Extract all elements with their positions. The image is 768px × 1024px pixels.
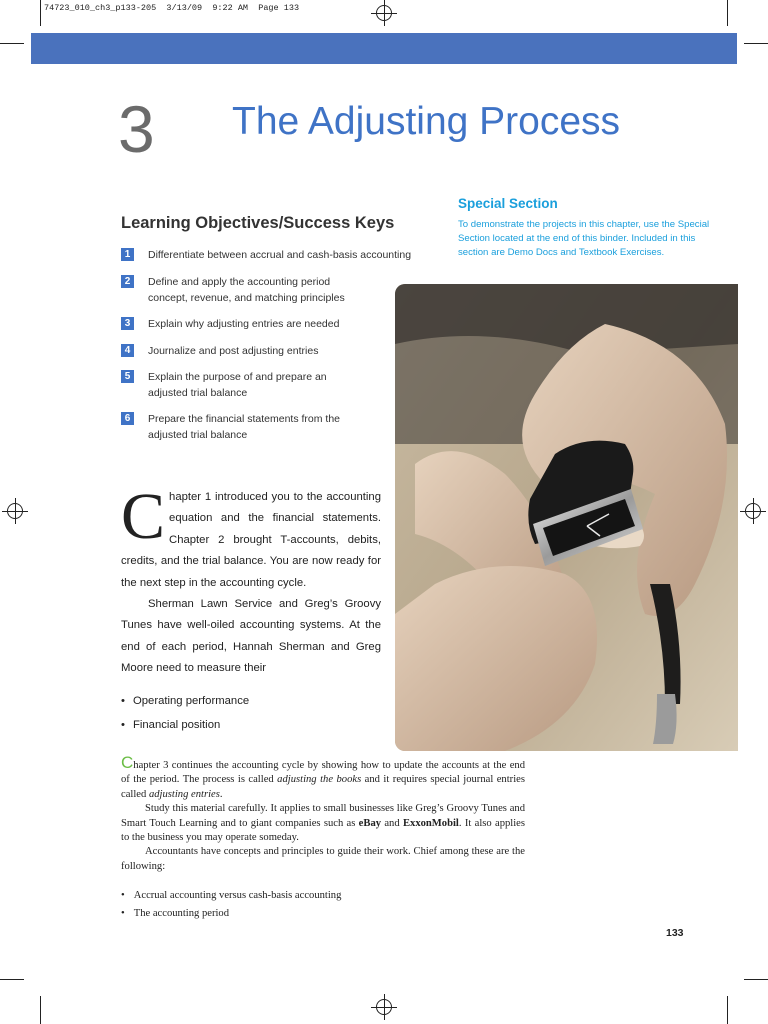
- body-paragraph: Accountants have concepts and principles to guide their work. Chief among these are the following:: [121, 846, 525, 872]
- bullet-item: • Operating performance: [121, 690, 391, 714]
- page-number: 133: [666, 927, 684, 939]
- objective-text: Explain why adjusting entries are needed: [148, 318, 340, 330]
- objective-number: 1: [121, 248, 134, 261]
- objective-text: Define and apply the accounting period concept, revenue, and matching principles: [148, 276, 345, 304]
- registration-mark: [745, 503, 761, 519]
- special-section-text: To demonstrate the projects in this chapter, use the Special Section located at the end of this binder. Included in this section are Demo Docs and Textbook Exercises.: [458, 219, 710, 259]
- objective-number: 6: [121, 412, 134, 425]
- bullet-item: • Accrual accounting versus cash-basis accounting: [121, 887, 341, 905]
- objective-item: [121, 274, 441, 306]
- objective-text: Explain the purpose of and prepare an adjusted trial balance: [148, 371, 327, 399]
- body-paragraph: Chapter 3 continues the accounting cycle by showing how to update the accounts at the end of the period. The process is called adjusting the books and it requires special journal entries called adjusting entries.: [121, 753, 525, 800]
- objective-number: 4: [121, 344, 134, 357]
- objective-number: 2: [121, 275, 134, 288]
- drop-cap: C: [121, 480, 166, 553]
- print-slug: 74723_010_ch3_p133-205 3/13/09 9:22 AM Page 133: [44, 3, 300, 13]
- registration-mark: [7, 503, 23, 519]
- body-paragraph: Study this material carefully. It applies to small businesses like Greg’s Groovy Tunes and Smart Touch Learning and to giant companies such as eBay and ExxonMobil. It also applies to the business you may operate someday.: [121, 803, 525, 844]
- body-bullets: [121, 887, 341, 923]
- objective-number: 3: [121, 317, 134, 330]
- intro-text: [121, 480, 381, 680]
- body-text: [121, 753, 525, 874]
- objective-item: [121, 411, 441, 443]
- bullet-item: • The accounting period: [121, 905, 341, 923]
- objective-number: 5: [121, 370, 134, 383]
- objective-item: [121, 369, 441, 401]
- drop-cap: C: [121, 753, 134, 772]
- objective-item: [121, 343, 441, 359]
- crop-mark: [40, 996, 41, 1024]
- crop-mark: [744, 43, 768, 44]
- chapter-title: The Adjusting Process: [232, 100, 621, 143]
- objective-text: Journalize and post adjusting entries: [148, 345, 319, 357]
- objective-item: [121, 316, 441, 332]
- crop-mark: [0, 979, 24, 980]
- crop-mark: [727, 0, 728, 26]
- intro-bullets: [121, 690, 391, 737]
- crop-mark: [40, 0, 41, 26]
- header-band: [31, 33, 737, 64]
- intro-paragraph: hapter 1 introduced you to the accounting equation and the financial statements. Chapter 2 brought T-accounts, debits, credits, and the trial balance. You are now ready for the next step in the accounting cycle.: [121, 491, 381, 589]
- objective-item: [121, 247, 441, 263]
- chapter-number: 3: [118, 92, 155, 166]
- registration-mark: [376, 999, 392, 1015]
- wristwatch-photo: [395, 284, 738, 751]
- intro-paragraph: Sherman Lawn Service and Greg’s Groovy Tunes have well-oiled accounting systems. At the end of each period, Hannah Sherman and Greg Moore need to measure their: [121, 598, 381, 675]
- crop-mark: [727, 996, 728, 1024]
- special-section-heading: Special Section: [458, 196, 558, 211]
- objectives-heading: Learning Objectives/Success Keys: [121, 214, 395, 232]
- crop-mark: [744, 979, 768, 980]
- bullet-item: • Financial position: [121, 714, 391, 738]
- objective-text: Differentiate between accrual and cash-basis accounting: [148, 249, 412, 261]
- registration-mark: [376, 5, 392, 21]
- objective-text: Prepare the financial statements from the adjusted trial balance: [148, 413, 341, 441]
- crop-mark: [0, 43, 24, 44]
